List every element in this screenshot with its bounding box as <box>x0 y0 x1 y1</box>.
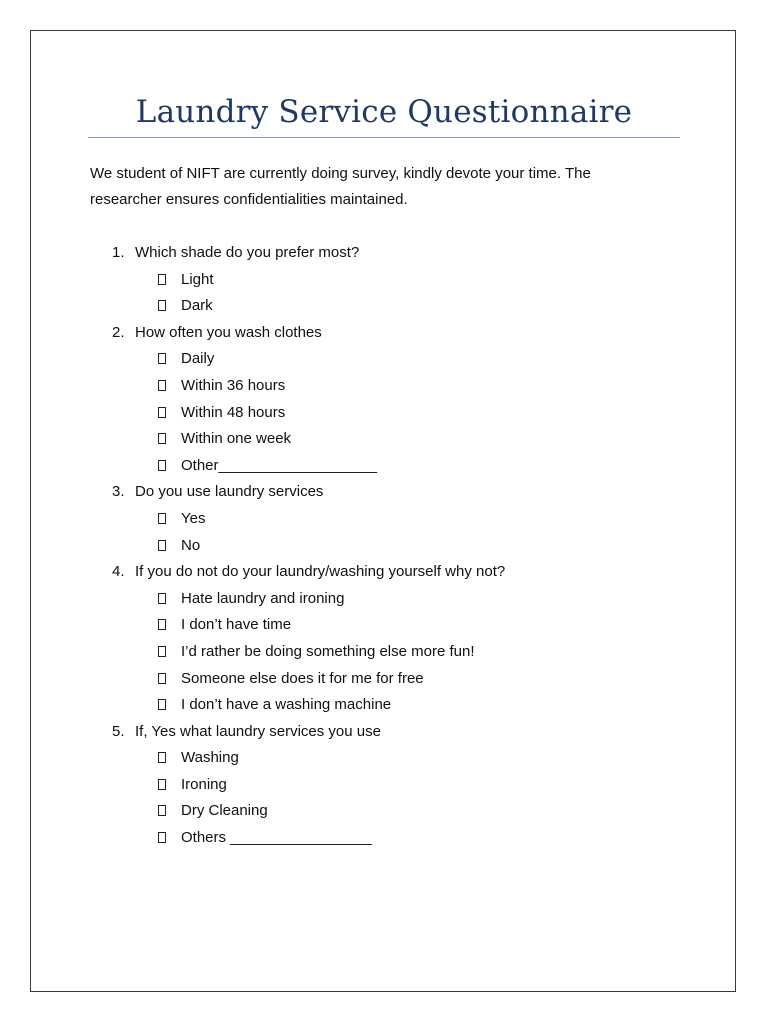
option-item[interactable] <box>0 346 768 373</box>
option-label: Other___________________ <box>181 456 378 474</box>
checkbox[interactable] <box>158 673 166 684</box>
option-item[interactable] <box>0 692 768 719</box>
checkbox[interactable] <box>158 274 166 285</box>
option-item[interactable] <box>0 373 768 400</box>
checkbox[interactable] <box>158 779 166 790</box>
intro-paragraph <box>90 161 650 213</box>
option-label: Ironing <box>181 775 227 793</box>
page-title: Laundry Service Questionnaire <box>135 94 633 130</box>
option-item[interactable] <box>0 586 768 613</box>
option-label: I don’t have time <box>181 616 292 634</box>
option-item[interactable] <box>0 612 768 639</box>
option-item[interactable] <box>0 745 768 772</box>
question-number: 3. <box>112 483 125 501</box>
option-item[interactable] <box>0 639 768 666</box>
option-label: I’d rather be doing something else more fun! <box>181 642 475 660</box>
question-text: Do you use laundry services <box>135 483 324 501</box>
option-label: Dry Cleaning <box>181 802 268 820</box>
question-number: 1. <box>112 244 125 261</box>
option-label: Washing <box>181 749 239 767</box>
option-item[interactable] <box>0 772 768 799</box>
option-label: Light <box>181 270 214 288</box>
option-item[interactable] <box>0 426 768 453</box>
checkbox[interactable] <box>158 805 166 816</box>
checkbox[interactable] <box>158 752 166 763</box>
option-label: Within one week <box>181 430 292 448</box>
option-item[interactable] <box>0 453 768 480</box>
option-label: Yes <box>181 509 206 527</box>
option-item[interactable] <box>0 533 768 560</box>
option-label: I don’t have a washing machine <box>181 696 392 714</box>
option-label: Daily <box>181 350 215 368</box>
option-item[interactable] <box>0 267 768 294</box>
question-text: How often you wash clothes <box>135 323 322 341</box>
option-label: Within 48 hours <box>181 403 286 421</box>
question-text: If, Yes what laundry services you use <box>135 722 381 740</box>
option-item[interactable] <box>0 825 768 852</box>
question-4 <box>0 559 768 586</box>
checkbox[interactable] <box>158 699 166 710</box>
option-item[interactable] <box>0 400 768 427</box>
checkbox[interactable] <box>158 540 166 551</box>
option-item[interactable] <box>0 798 768 825</box>
checkbox[interactable] <box>158 619 166 630</box>
checkbox[interactable] <box>158 593 166 604</box>
option-label: Someone else does it for me for free <box>181 669 424 687</box>
intro-line: We student of NIFT are currently doing survey, kindly devote your time. The <box>90 165 591 182</box>
checkbox[interactable] <box>158 380 166 391</box>
question-2 <box>0 320 768 347</box>
question-text: If you do not do your laundry/washing yourself why not? <box>135 563 506 581</box>
intro-line: researcher ensures confidentialities maintained. <box>90 191 408 208</box>
checkbox[interactable] <box>158 513 166 524</box>
option-label: Hate laundry and ironing <box>181 589 345 607</box>
question-number: 5. <box>112 722 125 740</box>
option-item[interactable] <box>0 666 768 693</box>
question-3 <box>0 479 768 506</box>
option-label: Dark <box>181 297 213 315</box>
checkbox[interactable] <box>158 433 166 444</box>
question-number: 4. <box>112 563 125 581</box>
option-label: Within 36 hours <box>181 376 286 394</box>
checkbox[interactable] <box>158 460 166 471</box>
option-label: No <box>181 536 201 554</box>
option-label: Others _________________ <box>181 829 373 847</box>
checkbox[interactable] <box>158 407 166 418</box>
checkbox[interactable] <box>158 300 166 311</box>
option-item[interactable] <box>0 293 768 320</box>
question-1 <box>0 240 768 267</box>
question-text: Which shade do you prefer most? <box>135 244 360 261</box>
question-list <box>0 240 768 852</box>
checkbox[interactable] <box>158 353 166 364</box>
checkbox[interactable] <box>158 646 166 657</box>
checkbox[interactable] <box>158 832 166 843</box>
question-number: 2. <box>112 323 125 341</box>
title-underline <box>88 137 680 138</box>
option-item[interactable] <box>0 506 768 533</box>
question-5 <box>0 719 768 746</box>
